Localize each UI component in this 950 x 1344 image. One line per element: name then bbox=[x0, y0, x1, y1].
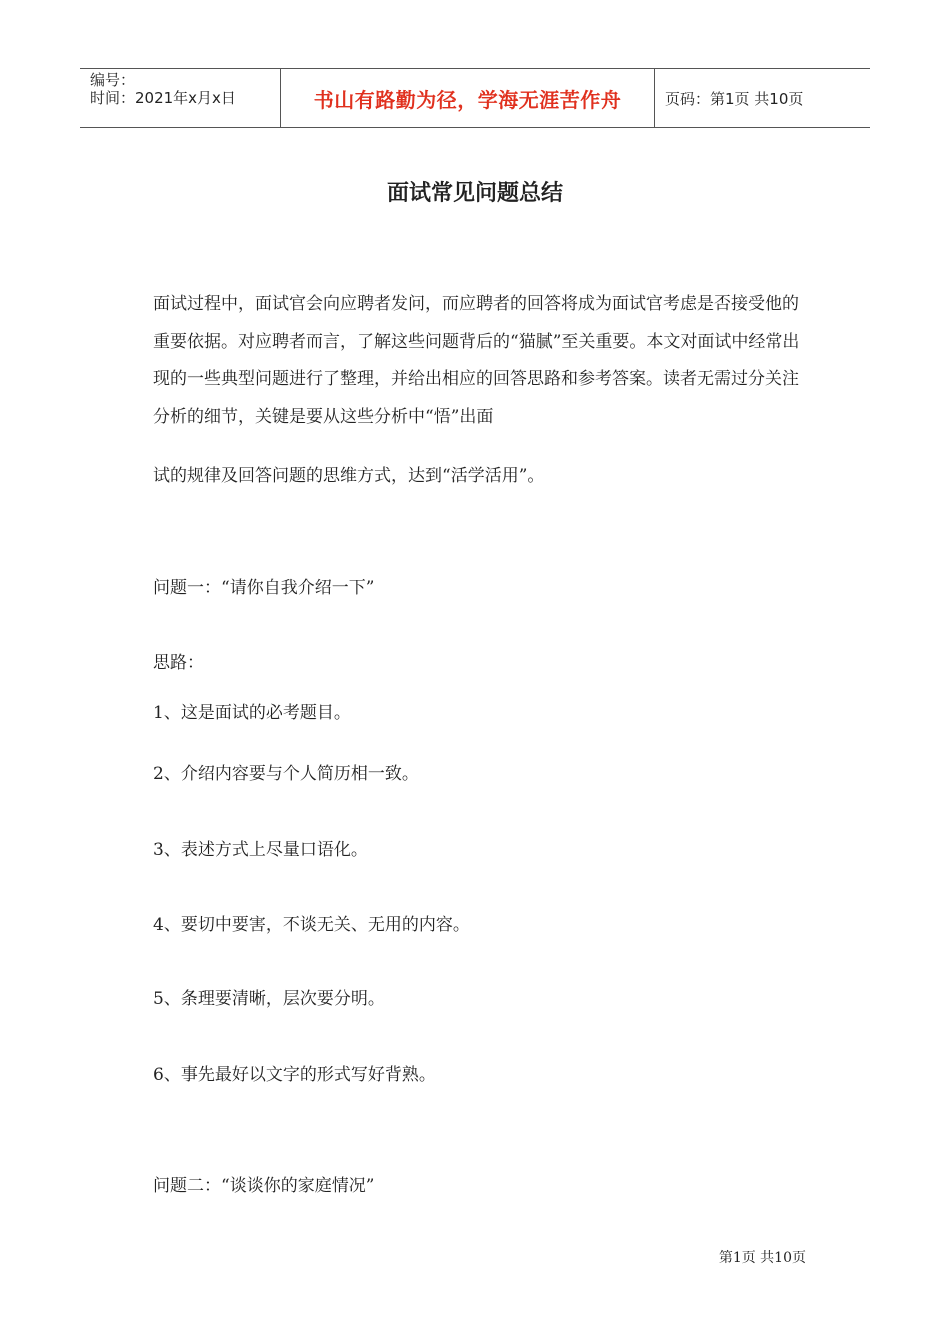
point-item: 3、表述方式上尽量口语化。 bbox=[153, 840, 368, 860]
question-two-heading: 问题二：“谈谈你的家庭情况” bbox=[153, 1176, 375, 1196]
intro-paragraph: 面试过程中，面试官会向应聘者发问，而应聘者的回答将成为面试官考虑是否接受他的重要依据。对应聘者而言，了解这些问题背后的“猫腻”至关重要。本文对面试中经常出现的一些典型问题进行了整理，并给出相应的回答思路和参考答案。读者无需过分关注分析的细节，关键是要从这些分析中“悟”出面 bbox=[153, 294, 800, 427]
header-motto: 书山有路勤为径，学海无涯苦作舟 bbox=[281, 69, 655, 127]
point-item: 5、条理要清晰，层次要分明。 bbox=[153, 989, 385, 1009]
point-item: 4、要切中要害，不谈无关、无用的内容。 bbox=[153, 915, 470, 935]
point-item: 6、事先最好以文字的形式写好背熟。 bbox=[153, 1065, 436, 1085]
point-item: 2、介绍内容要与个人简历相一致。 bbox=[153, 764, 419, 784]
header-page-info: 页码：第1页 共10页 bbox=[665, 89, 804, 108]
point-item: 1、这是面试的必考题目。 bbox=[153, 703, 351, 723]
number-label: 编号： bbox=[90, 71, 136, 89]
header-meta bbox=[80, 69, 281, 127]
document-title: 面试常见问题总结 bbox=[386, 181, 563, 206]
thinking-label: 思路： bbox=[153, 653, 204, 673]
date-label: 时间：2021年x月x日 bbox=[90, 89, 236, 107]
intro-paragraph-end: 试的规律及回答问题的思维方式，达到“活学活用”。 bbox=[153, 466, 545, 486]
question-one-heading: 问题一：“请你自我介绍一下” bbox=[153, 578, 375, 598]
page-footer: 第1页 共10页 bbox=[718, 1250, 806, 1266]
page-header bbox=[80, 68, 870, 128]
